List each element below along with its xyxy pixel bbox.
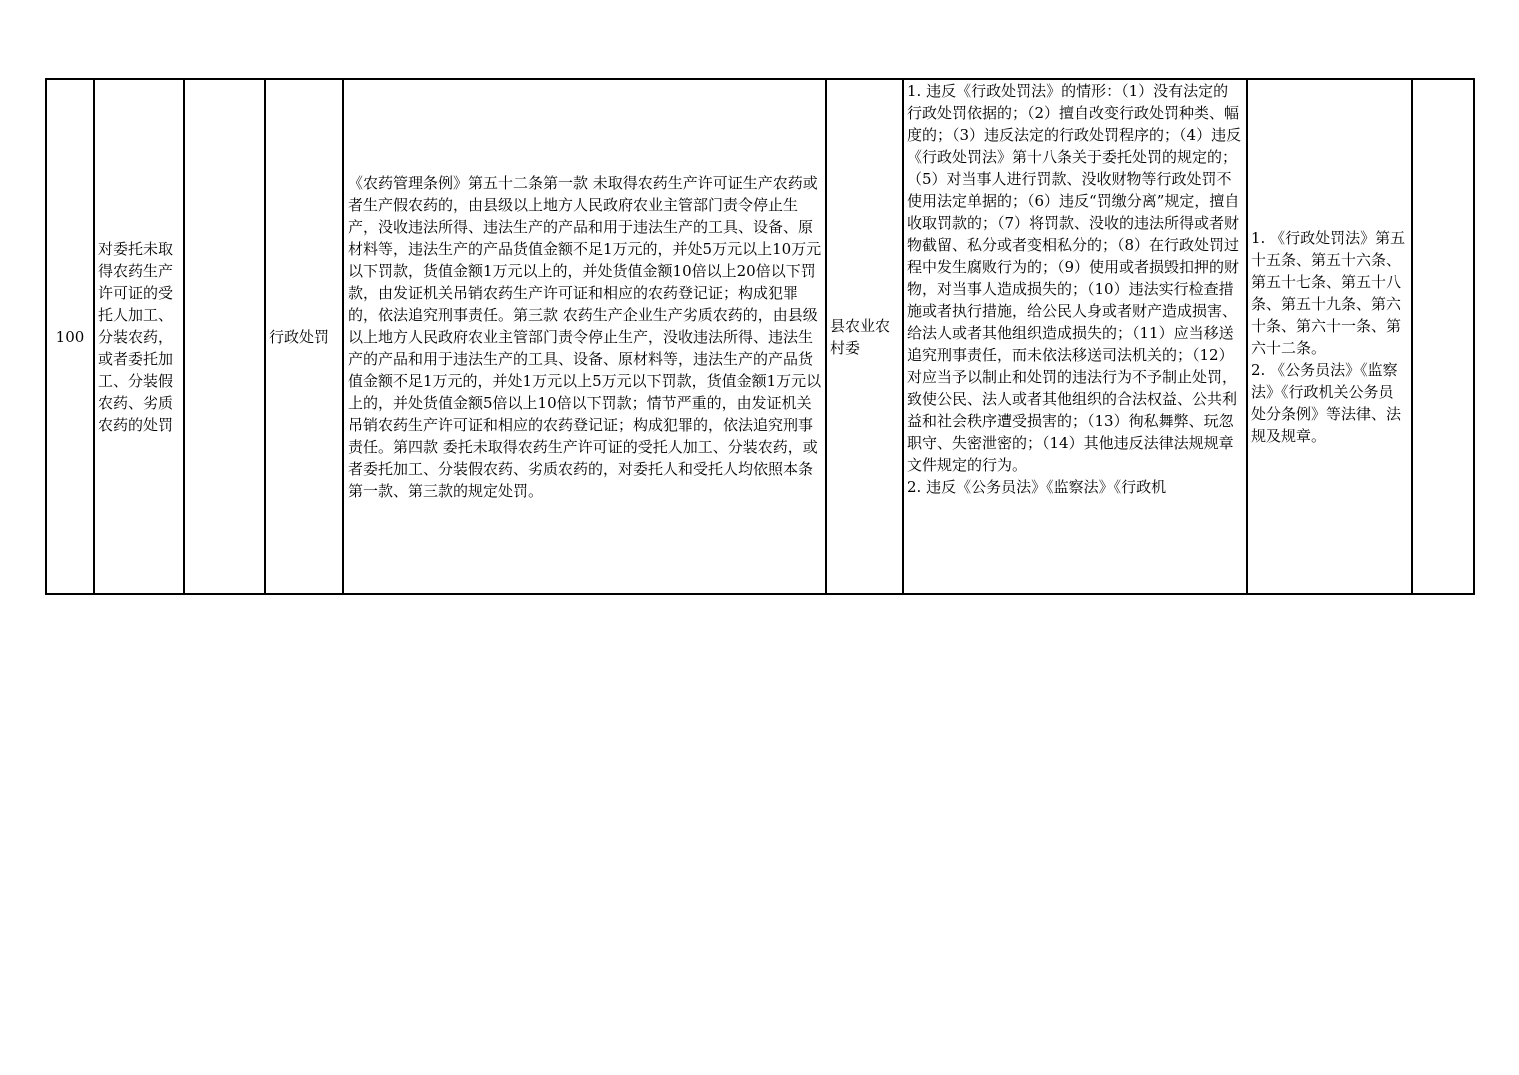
enforcement-table (45, 78, 1475, 595)
law-line-1: 1. 《行政处罚法》第五十五条、第五十六条、第五十七条、第五十八条、第五十九条、第六十条、第六十一条、第六十二条。 (1251, 228, 1406, 357)
accountability-situations (904, 80, 1246, 593)
item-name-cell (94, 79, 184, 594)
sub-item-cell (184, 79, 265, 594)
department-cell (826, 79, 903, 594)
remark-cell (1412, 79, 1474, 594)
duty-cell (903, 79, 1247, 594)
department: 县农业农村委 (830, 316, 891, 357)
row-number-cell (46, 79, 94, 594)
category: 行政处罚 (269, 327, 330, 346)
law-line-2: 2. 《公务员法》《监察法》《行政机关公务员处分条例》等法律、法规及规章。 (1251, 360, 1402, 445)
basis-cell (343, 79, 826, 594)
duty-line-2: 2. 违反《公务员法》《监察法》《行政机 (907, 478, 1167, 496)
law-cell (1247, 79, 1412, 594)
sub-item (185, 336, 264, 338)
table-row (46, 79, 1474, 594)
duty-line-1: 1. 违反《行政处罚法》的情形：（1）没有法定的行政处罚依据的；（2）擅自改变行政处罚种类、幅度的；（3）违反法定的行政处罚程序的；（4）违反《行政处罚法》第十八条关于委托处罚的规定的；（5）对当事人进行罚款、没收财物等行政处罚不使用法定单据的；（6）违反“罚缴分离”规定，擅自收取罚款的；（7）将罚款、没收的违法所得或者财物截留、私分或者变相私分的；（8）在行政处罚过程中发生腐败行为的；（9）使用或者损毁扣押的财物，对当事人造成损失的；（10）违法实行检查措施或者执行措施，给公民人身或者财产造成损害、给法人或者其他组织造成损失的；（11）应当移送追究刑事责任，而未依法移送司法机关的；（12）对应当予以制止和处罚的违法行为不予制止处罚，致使公民、法人或者其他组织的合法权益、公共利益和社会秩序遭受损害的；（13）徇私舞弊、玩忽职守、失密泄密的；（14）其他违反法律法规规章文件规定的行为。 (907, 82, 1242, 474)
legal-basis: 《农药管理条例》第五十二条第一款 未取得农药生产许可证生产农药或者生产假农药的，由县级以上地方人民政府农业主管部门责令停止生产，没收违法所得、违法生产的产品和用于违法生产的工具、设备、原材料等，违法生产的产品货值金额不足1万元的，并处5万元以上10万元以下罚款，货值金额1万元以上的，并处货值金额10倍以上20倍以下罚款，由发证机关吊销农药生产许可证和相应的农药登记证；构成犯罪的，依法追究刑事责任。第三款 农药生产企业生产劣质农药的，由县级以上地方人民政府农业主管部门责令停止生产，没收违法所得、违法生产的产品和用于违法生产的工具、设备、原材料等，违法生产的产品货值金额不足1万元的，并处1万元以上5万元以下罚款，货值金额1万元以上的，并处货值金额5倍以上10倍以下罚款；情节严重的，由发证机关吊销农药生产许可证和相应的农药登记证；构成犯罪的，依法追究刑事责任。第四款 委托未取得农药生产许可证的受托人加工、分装农药，或者委托加工、分装假农药、劣质农药的，对委托人和受托人均依照本条第一款、第三款的规定处罚。 (348, 173, 822, 500)
remark (1413, 336, 1473, 338)
category-cell (265, 79, 343, 594)
accountability-basis (1248, 226, 1411, 448)
item-name: 对委托未取得农药生产许可证的受托人加工、分装农药，或者委托加工、分装假农药、劣质农药的处罚 (98, 239, 174, 434)
row-number: 100 (55, 327, 85, 346)
